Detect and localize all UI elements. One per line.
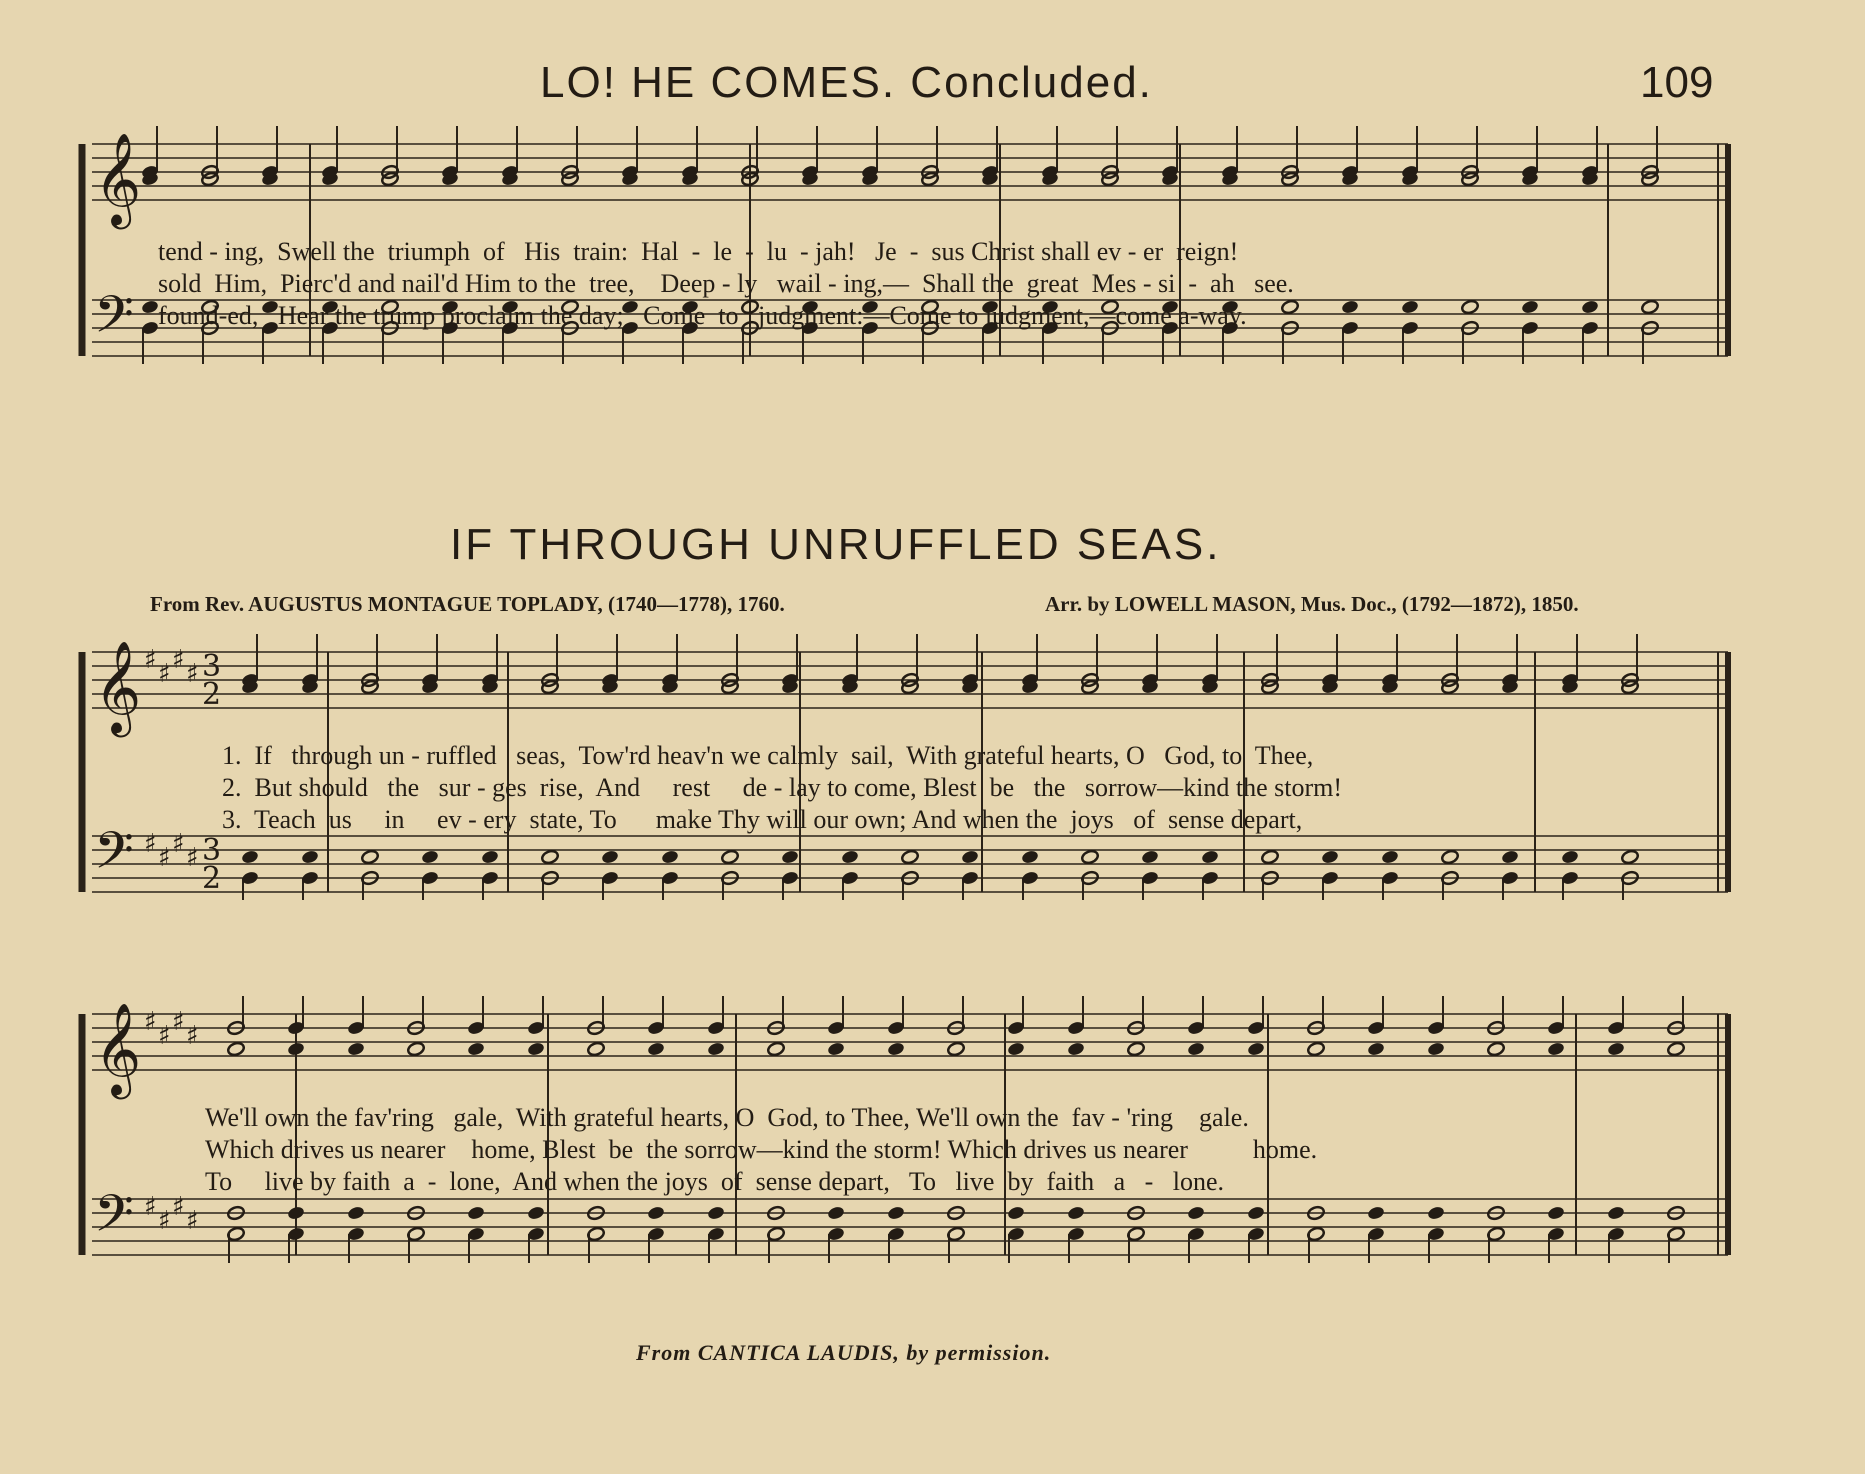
svg-text:𝄢: 𝄢 <box>94 1183 134 1256</box>
svg-text:♯: ♯ <box>172 1007 185 1037</box>
svg-text:♯: ♯ <box>186 1021 199 1051</box>
svg-text:♯: ♯ <box>158 843 171 873</box>
hymn1-lyric-verse2: sold Him, Pierc'd and nail'd Him to the tree, Deep - ly wail - ing,— Shall the great Mes - si - ah see. <box>158 269 1294 298</box>
svg-text:𝄞: 𝄞 <box>94 1002 142 1095</box>
footer-credit: From CANTICA LAUDIS, by permission. <box>636 1340 1052 1365</box>
svg-text:♯: ♯ <box>144 1192 157 1222</box>
svg-text:2: 2 <box>202 677 222 712</box>
hymn1-lyric-verse1: tend - ing, Swell the triumph of His train: Hal - le - lu - jah! Je - sus Christ shall ev - er reign! <box>158 237 1239 266</box>
svg-text:𝄞: 𝄞 <box>94 640 142 733</box>
hymn2-line1-verse3: 3. Teach us in ev - ery state, To make Thy will our own; And when the joys of sense depart, <box>222 805 1303 834</box>
hymn2-line2-verse3: To live by faith a - lone, And when the joys of sense depart, To live by faith a - lone. <box>205 1167 1225 1196</box>
hymn2-line2-verse1: We'll own the fav'ring gale, With grateful hearts, O God, to Thee, We'll own the fav - 'ring gale. <box>205 1103 1249 1132</box>
music-credit: Arr. by LOWELL MASON, Mus. Doc., (1792—1872), 1850. <box>1045 592 1579 616</box>
svg-text:♯: ♯ <box>144 645 157 675</box>
svg-text:𝄢: 𝄢 <box>94 284 134 357</box>
hymn2-line1-verse2: 2. But should the sur - ges rise, And rest de - lay to come, Blest be the sorrow—kind the storm! <box>222 773 1343 802</box>
svg-text:♯: ♯ <box>186 659 199 689</box>
svg-text:♯: ♯ <box>172 645 185 675</box>
page-header-title: LO! HE COMES. Concluded. <box>540 58 1153 107</box>
page-number: 109 <box>1640 58 1714 107</box>
svg-text:♯: ♯ <box>158 1206 171 1236</box>
svg-text:♯: ♯ <box>158 1021 171 1051</box>
svg-text:♯: ♯ <box>172 829 185 859</box>
hymn2-line1-verse1: 1. If through un - ruffled seas, Tow'rd heav'n we calmly sail, With grateful hearts, O God, to Thee, <box>222 741 1314 770</box>
svg-text:𝄞: 𝄞 <box>94 132 142 225</box>
svg-text:♯: ♯ <box>186 843 199 873</box>
svg-text:♯: ♯ <box>186 1206 199 1236</box>
hymn2-title: IF THROUGH UNRUFFLED SEAS. <box>450 520 1222 569</box>
hymn2-line2-verse2: Which drives us nearer home, Blest be the sorrow—kind the storm! Which drives us nearer home. <box>205 1135 1318 1164</box>
svg-text:♯: ♯ <box>144 1007 157 1037</box>
svg-text:𝄢: 𝄢 <box>94 820 134 893</box>
hymn1-lyric-verse3: found-ed, Hear the trump proclaim the day; Come to judgment:—Come to judgment,—come a-way. <box>158 301 1247 330</box>
svg-text:♯: ♯ <box>172 1192 185 1222</box>
svg-text:3: 3 <box>202 833 222 868</box>
svg-text:♯: ♯ <box>158 659 171 689</box>
words-credit: From Rev. AUGUSTUS MONTAGUE TOPLADY, (1740—1778), 1760. <box>150 592 785 616</box>
svg-text:♯: ♯ <box>144 829 157 859</box>
svg-text:2: 2 <box>202 861 222 896</box>
svg-text:3: 3 <box>202 649 222 684</box>
